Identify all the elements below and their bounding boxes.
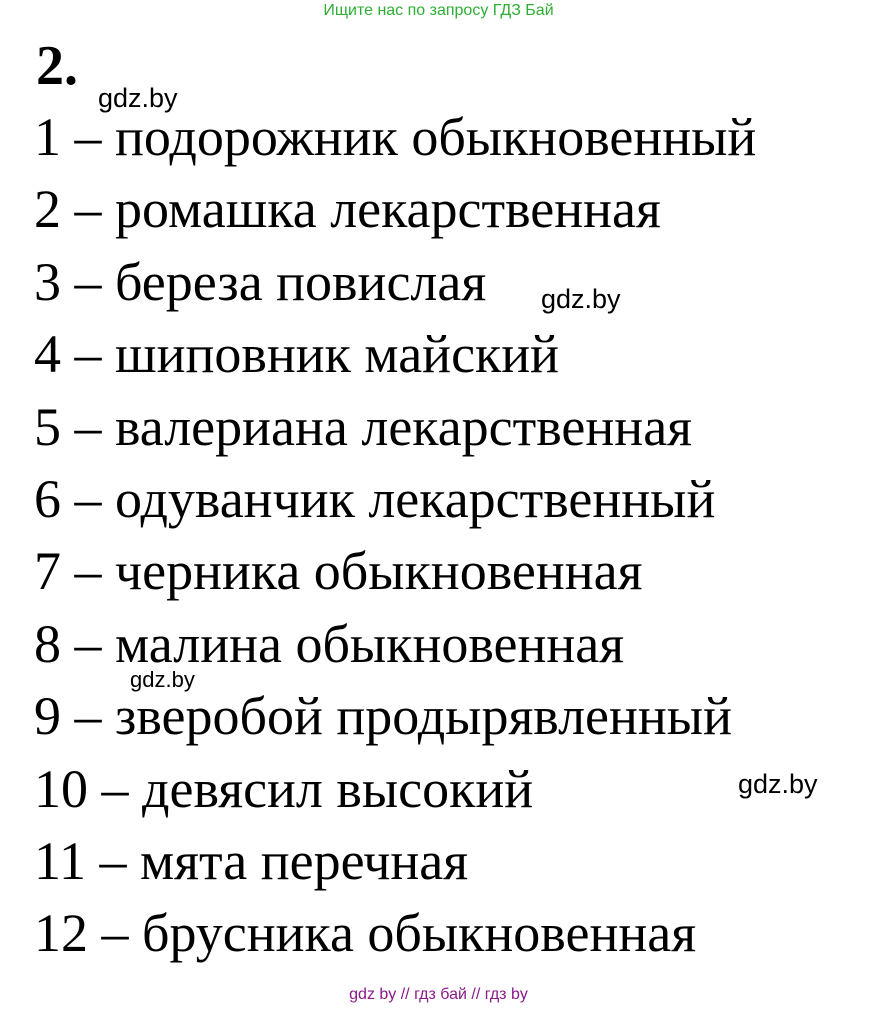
- answer-line-5: 5 – валериана лекарственная: [34, 396, 692, 457]
- answer-line-11: 11 – мята перечная: [34, 830, 469, 891]
- watermark-text: gdz.by: [130, 667, 195, 692]
- top-banner: Ищите нас по запросу ГДЗ Бай: [323, 2, 554, 19]
- watermark-text: gdz.by: [738, 769, 818, 799]
- answer-line-6: 6 – одуванчик лекарственный: [34, 468, 716, 529]
- watermark-text: gdz.by: [541, 284, 621, 314]
- answer-line-3: 3 – береза повислая: [34, 251, 487, 312]
- answer-line-12: 12 – брусника обыкновенная: [34, 903, 697, 964]
- answer-line-4: 4 – шиповник майский: [34, 324, 560, 385]
- answer-line-7: 7 – черника обыкновенная: [34, 541, 643, 602]
- bottom-footer: gdz by // гдз бай // гдз by: [349, 986, 528, 1003]
- watermark-text: gdz.by: [98, 83, 178, 113]
- answer-line-9: 9 – зверобой продырявленный: [34, 686, 732, 747]
- answer-line-1: 1 – подорожник обыкновенный: [34, 107, 757, 167]
- answer-line-2: 2 – ромашка лекарственная: [34, 179, 661, 240]
- answer-line-8: 8 – малина обыкновенная: [34, 613, 625, 674]
- task-number: 2.: [36, 35, 78, 97]
- answer-list: [34, 101, 756, 970]
- answer-line-10: 10 – девясил высокий: [34, 758, 534, 819]
